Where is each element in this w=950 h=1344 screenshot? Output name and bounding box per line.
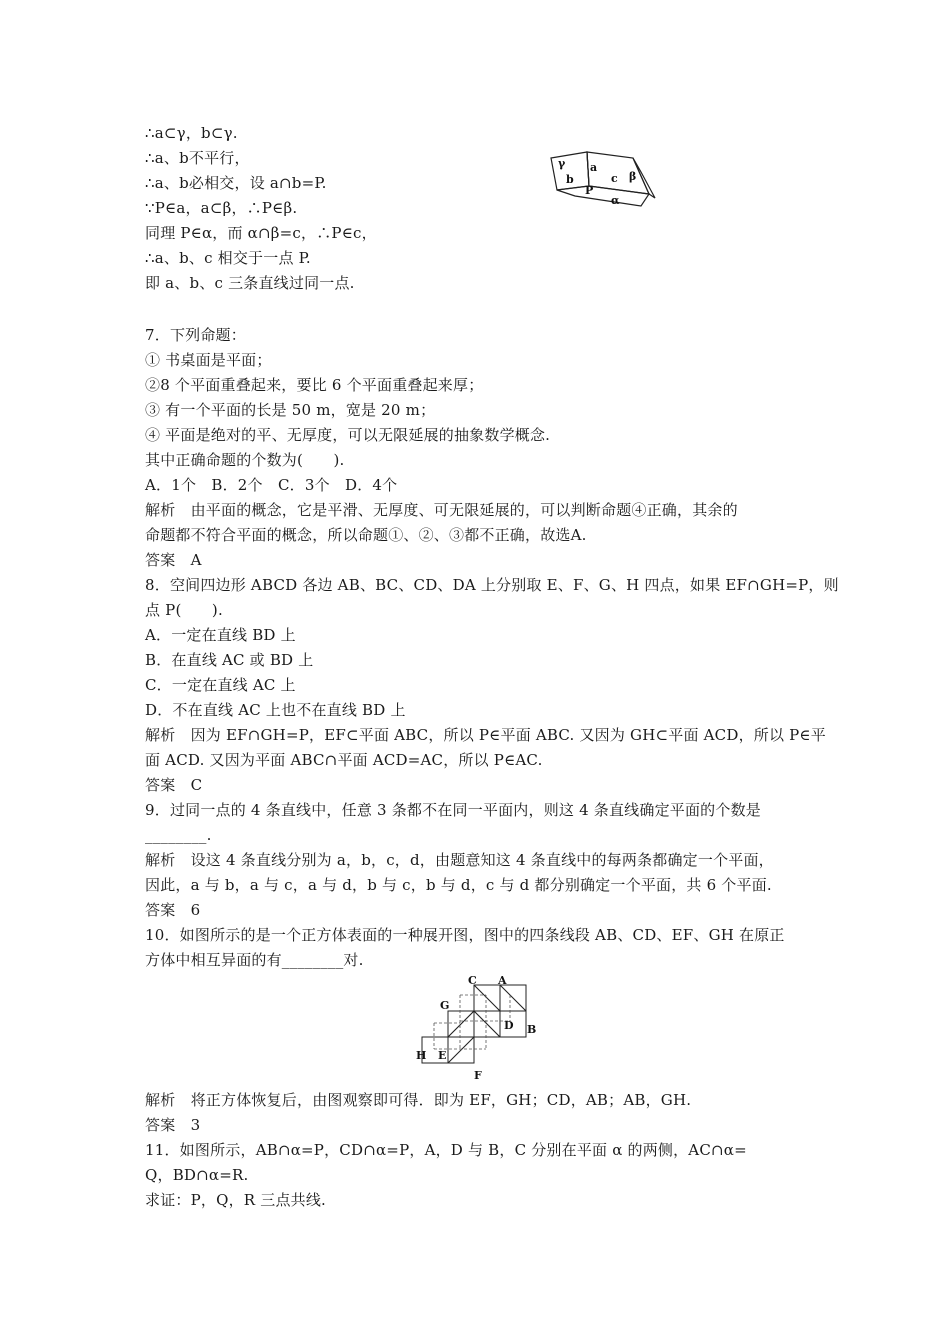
proof-line-2: ∴a、b不平行，	[145, 149, 250, 167]
q7-item-3: ③ 有一个平面的长是 50 m，宽是 20 m；	[145, 401, 436, 419]
q7-item-2: ②8 个平面重叠起来，要比 6 个平面重叠起来厚；	[145, 376, 484, 394]
q8-option-b: B．在直线 AC 或 BD 上	[145, 651, 314, 669]
q8-option-c: C．一定在直线 AC 上	[145, 676, 296, 694]
label-P: P	[585, 184, 594, 197]
q7-item-1: ① 书桌面是平面；	[145, 351, 272, 369]
q8-analysis-1: 解析 因为 EF∩GH=P，EF⊂平面 ABC，所以 P∈平面 ABC. 又因为 GH⊂平面 ACD，所以 P∈平	[145, 726, 826, 744]
label-gamma: γ	[558, 157, 566, 170]
q7-question: 其中正确命题的个数为( ).	[145, 451, 345, 469]
q8-option-a: A．一定在直线 BD 上	[145, 626, 296, 644]
proof-line-5: 同理 P∈α，而 α∩β=c，∴P∈c，	[145, 224, 377, 242]
proof-line-6: ∴a、b、c 相交于一点 P.	[145, 249, 311, 267]
q7-analysis-1: 解析 由平面的概念，它是平滑、无厚度、可无限延展的，可以判断命题④正确，其余的	[145, 501, 738, 519]
label-b: b	[566, 173, 574, 186]
proof-line-4: ∵P∈a，a⊂β，∴P∈β.	[145, 199, 298, 217]
net-label-C: C	[468, 975, 477, 987]
q8-stem-1: 8．空间四边形 ABCD 各边 AB、BC、CD、DA 上分别取 E、F、G、H 四点，如果 EF∩GH=P，则	[145, 576, 839, 594]
net-label-D: D	[504, 1019, 514, 1032]
q7-answer: 答案 A	[145, 551, 202, 569]
q7-stem: 7．下列命题：	[145, 326, 246, 344]
q10-answer: 答案 3	[145, 1116, 201, 1134]
q11-stem-1: 11．如图所示，AB∩α=P，CD∩α=P，A，D 与 B，C 分别在平面 α 的两侧，AC∩α=	[145, 1141, 747, 1159]
q7-item-4: ④ 平面是绝对的平、无厚度，可以无限延展的抽象数学概念.	[145, 426, 551, 444]
label-alpha: α	[611, 194, 620, 207]
q10-stem-1: 10．如图所示的是一个正方体表面的一种展开图，图中的四条线段 AB、CD、EF、GH 在原正	[145, 926, 785, 944]
label-c: c	[611, 172, 618, 185]
q9-analysis-2: 因此，a 与 b，a 与 c，a 与 d，b 与 c，b 与 d，c 与 d 都分别确定一个平面，共 6 个平面.	[145, 876, 772, 894]
net-label-G: G	[440, 999, 450, 1012]
q10-stem-2: 方体中相互异面的有________对.	[145, 951, 364, 969]
label-a: a	[590, 161, 598, 174]
net-label-F: F	[474, 1069, 482, 1082]
cube-net-figure	[410, 975, 545, 1085]
label-beta: β	[629, 170, 637, 183]
proof-line-7: 即 a、b、c 三条直线过同一点.	[145, 274, 355, 292]
q8-analysis-2: 面 ACD. 又因为平面 ABC∩平面 ACD=AC，所以 P∈AC.	[145, 751, 543, 769]
q9-answer: 答案 6	[145, 901, 201, 919]
net-label-B: B	[527, 1023, 537, 1036]
net-label-H: H	[416, 1049, 427, 1062]
q8-stem-2: 点 P( ).	[145, 601, 223, 619]
q10-analysis: 解析 将正方体恢复后，由图观察即可得．即为 EF，GH；CD，AB；AB，GH.	[145, 1091, 692, 1109]
proof-line-3: ∴a、b必相交，设 a∩b=P.	[145, 174, 327, 192]
q11-prove: 求证：P，Q，R 三点共线.	[145, 1191, 327, 1209]
q9-stem-1: 9．过同一点的 4 条直线中，任意 3 条都不在同一平面内，则这 4 条直线确定平面的个数是	[145, 801, 761, 819]
q8-answer: 答案 C	[145, 776, 203, 794]
proof-line-1: ∴a⊂γ，b⊂γ.	[145, 124, 238, 142]
q9-analysis-1: 解析 设这 4 条直线分别为 a，b，c，d，由题意知这 4 条直线中的每两条都确定一个平面，	[145, 851, 774, 869]
net-label-A: A	[498, 975, 507, 987]
q11-stem-2: Q，BD∩α=R.	[145, 1166, 249, 1184]
three-planes-figure	[545, 148, 660, 210]
net-label-E: E	[438, 1049, 447, 1062]
q9-stem-2: ________.	[145, 826, 212, 844]
q7-analysis-2: 命题都不符合平面的概念，所以命题①、②、③都不正确，故选A.	[145, 526, 587, 544]
q8-option-d: D．不在直线 AC 上也不在直线 BD 上	[145, 701, 406, 719]
q7-options: A．1个 B．2个 C．3个 D．4个	[145, 476, 398, 494]
